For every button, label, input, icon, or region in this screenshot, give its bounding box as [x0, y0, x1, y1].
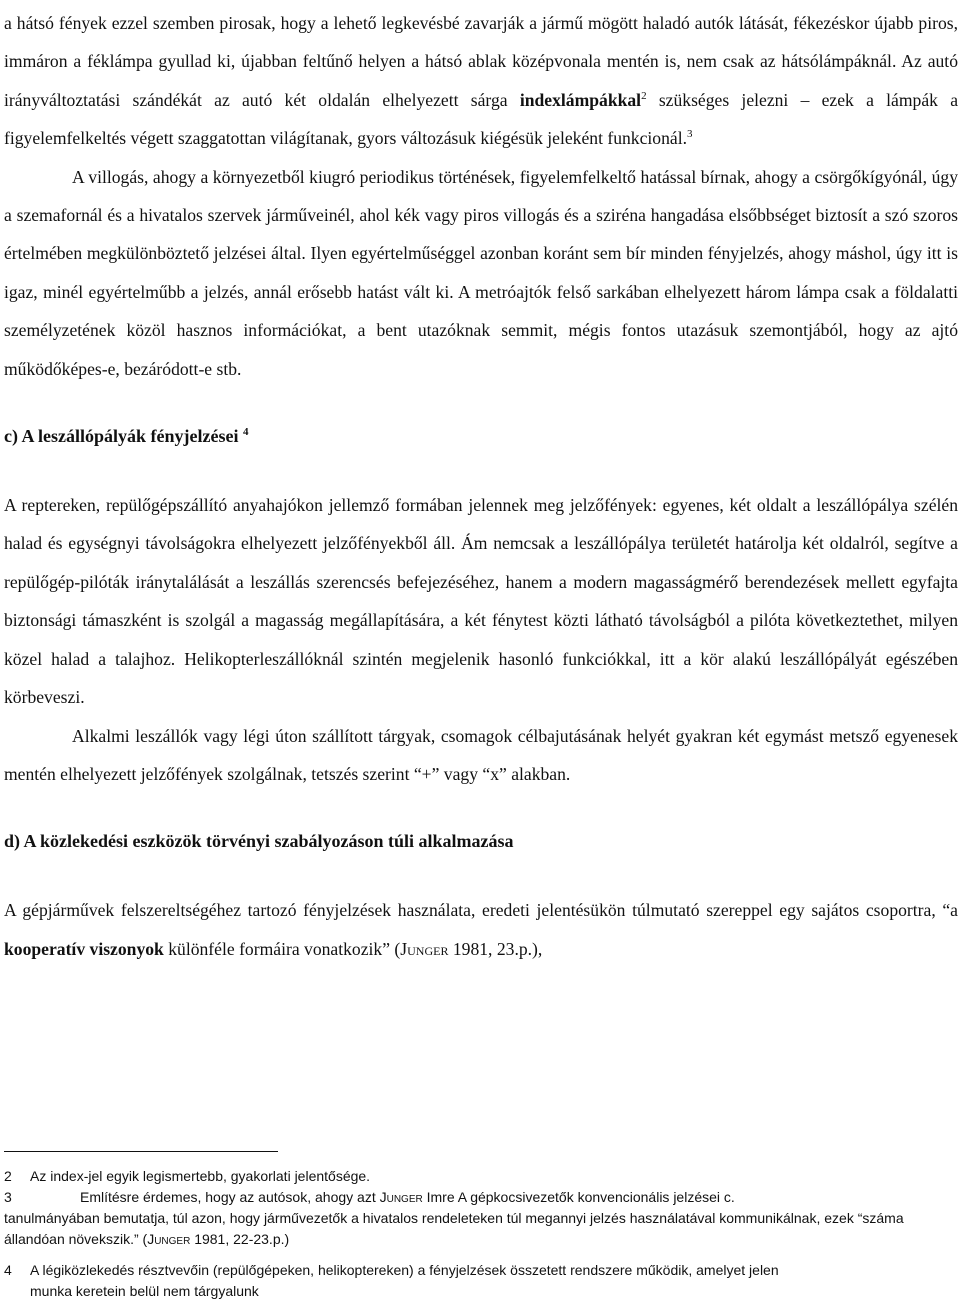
footnote-number: 4: [4, 1262, 12, 1278]
footnote-ref-2[interactable]: 2: [641, 89, 647, 102]
author-name: Junger: [147, 1231, 191, 1247]
section-heading-c: c) A leszállópályák fényjelzései $^4$: [4, 426, 249, 447]
paragraph-vehicle-signals: A gépjárművek felszereltségéhez tartozó fényjelzések használata, eredeti jelentésükön túlmutató szereppel egy sajátos csoportra, “a kooperatív viszonyok különféle formáira vonatkozik” (Junger 1981, 23.p.),: [4, 900, 958, 959]
paragraph-runways: A reptereken, repülőgépszállító anyahajókon jellemző formában jelennek meg jelzőfények: egyenes, két oldalt a leszállópálya szélén halad és egységnyi távolságokra elhelyezett jelzőfényekből áll. Ám nemcsak a leszállópálya területét határolja két oldalról, segítve a repülőgép-pilóták iránytalálását a leszállás szerencsés befejezéséhez, hanem a modern magasságmérő berendezések mellett egyfajta biztonsági támaszként is szolgál a magasság megállapítására, a két fénytest közti látható távolságból a pilóta következtethet, milyen közel halad a talajhoz. Helikopterleszállóknál szintén megjelenik hasonló funkciókkal, itt a kör alakú leszállópályát egészében körbeveszi.: [4, 495, 958, 708]
footnote-ref-4[interactable]: 4: [242, 426, 249, 439]
author-name: Junger: [400, 938, 449, 959]
footnote-separator: [4, 1151, 278, 1152]
paragraph-text: a hátsó fények ezzel szemben pirosak, hogy a lehető legkevésbé zavarják a jármű mögött haladó autók látását, fékezéskor újabb piros, immáron a féklámpa gyullad ki, újabban feltűnő helyen a hátsó ablak középvonala mentén is, nem csak az hátsólámpáknál. Az autó irányváltoztatási szándékát az autó két oldalán elhelyezett sárga: [4, 13, 958, 110]
footnotes: [4, 1166, 958, 1302]
paragraph-text: szükséges jelezni – ezek a lámpák a figyelemfelkeltés végett szaggatottan világítanak, gyors változásuk kiégésük jeleként funkcionál.: [4, 89, 959, 149]
footnote-number: 2: [4, 1168, 12, 1184]
author-name: Junger: [379, 1189, 423, 1205]
paragraph-landing-sites: Alkalmi leszállók vagy légi úton szállított tárgyak, csomagok célbajutásának helyét gyakran két egymást metsző egyenesek mentén elhelyezett jelzőfények szolgálnak, tetszés szerint “+” vagy “x” alakban.: [4, 725, 958, 784]
footnote-2: [4, 1166, 958, 1187]
footnote-number: 3: [4, 1189, 12, 1205]
bold-term-kooperativ: kooperatív viszonyok: [4, 938, 164, 959]
footnote-ref-3[interactable]: 3: [687, 128, 693, 141]
bold-term-indexlampak: indexlámpákkal: [519, 89, 642, 110]
paragraph-lights: [4, 4, 958, 158]
paragraph-flashing: A villogás, ahogy a környezetből kiugró periodikus történések, figyelemfelkeltő hatással bírnak, ahogy a csörgőkígyónál, úgy a szemafornál és a hivatalos szervek járműveinél, ahol kék vagy piros villogás és a sziréna hangadása elsőbbséget biztosít a szó szoros értelmében megkülönböztető jelzései által. Ilyen egyértelműséggel azonban koránt sem bír minden fényjelzés, ahogy máshol, úgy itt is igaz, minél egyértelműbb a jelzés, annál erősebb hatást vált ki. A metróajtók felső sarkában elhelyezett három lámpa csak a földalatti személyzetének közöl hasznos információkat, a bent utazóknak semmit, mégis fontos utazásuk szemontjából, hogy az ajtó működőképes-e, bezáródott-e stb.: [4, 166, 958, 379]
section-heading-d: d) A közlekedési eszközök törvényi szabályozáson túli alkalmazása: [4, 831, 514, 852]
document-page: [4, 0, 958, 968]
footnote-3: 3 Említésre érdemes, hogy az autósok, ahogy azt Junger Imre A gépkocsivezetők konvencionális jelzései c. tanulmányában bemutatja, túl azon, hogy járművezetők a hivatalos rendeleteken túl megannyi jelzés használatával kommunikálnak, ezek “száma állandóan növekszik.” (Junger 1981, 22-23.p.): [4, 1189, 904, 1247]
footnote-4: 4 A légiközlekedés résztvevőin (repülőgépeken, helikoptereken) a fényjelzések összetett rendszere működik, amelyet jelen munka keretein belül nem tárgyalunk: [4, 1262, 779, 1299]
footnote-text: Az index-jel egyik legismertebb, gyakorlati jelentősége.: [30, 1168, 371, 1184]
